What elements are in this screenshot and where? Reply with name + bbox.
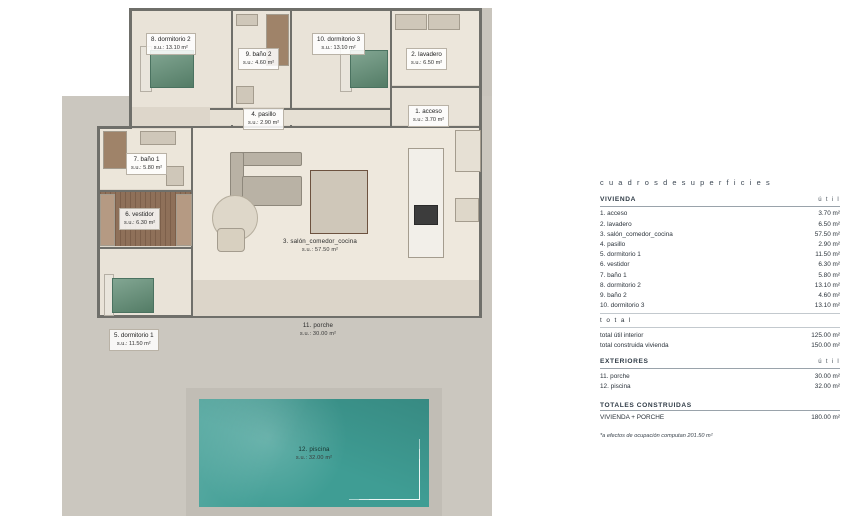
label-area: s.u.: 6.30 m² — [124, 220, 156, 226]
bath2-wc — [236, 86, 254, 104]
surfaces-table-panel — [600, 178, 840, 439]
spacer — [600, 350, 840, 358]
row-label: 8. dormitorio 2 — [600, 281, 641, 289]
section-header-exteriores — [600, 358, 840, 367]
divider — [600, 327, 840, 328]
laundry-machine — [428, 14, 460, 30]
label-area: s.u.: 32.00 m² — [295, 455, 333, 461]
label-num: 7. — [133, 156, 139, 163]
label-name: pasillo — [258, 111, 276, 118]
table-row — [600, 340, 840, 350]
row-label: 5. dormitorio 1 — [600, 251, 641, 259]
row-label: 3. salón_comedor_cocina — [600, 230, 673, 238]
row-value: 125.00 m² — [811, 331, 840, 339]
label-area: s.u.: 3.70 m² — [413, 117, 445, 123]
row-label: 4. pasillo — [600, 240, 626, 248]
label-pasillo — [243, 108, 284, 130]
row-label: VIVIENDA + PORCHE — [600, 413, 665, 421]
row-value: 6.50 m² — [818, 220, 840, 228]
bed-dormitorio3 — [350, 50, 388, 88]
pool-step-line — [369, 459, 420, 500]
section-header-vivienda — [600, 196, 840, 205]
label-area: s.u.: 6.50 m² — [411, 60, 443, 66]
kitchen-island — [408, 148, 444, 258]
label-area: s.u.: 13.10 m² — [153, 45, 188, 51]
label-num: 2. — [411, 51, 417, 58]
row-value: 13.10 m² — [814, 281, 840, 289]
table-row — [600, 250, 840, 260]
table-row — [600, 239, 840, 249]
row-value: 180.00 m² — [811, 413, 840, 421]
footnote: *a efectos de ocupación computan 201.50 m² — [600, 432, 713, 439]
divider — [600, 313, 840, 314]
row-label: 2. lavadero — [600, 220, 632, 228]
laundry-machine — [395, 14, 427, 30]
divider — [600, 206, 840, 207]
row-value: 57.50 m² — [814, 230, 840, 238]
label-name: porche — [313, 322, 334, 329]
label-dormitorio3 — [312, 33, 365, 55]
section-title: EXTERIORES — [600, 358, 649, 366]
label-bano2 — [238, 48, 279, 70]
label-dormitorio1 — [109, 329, 159, 351]
section-title: VIVIENDA — [600, 196, 636, 203]
label-name: piscina — [309, 446, 330, 453]
section-unit: ú t i l — [818, 359, 840, 366]
label-name: baño 1 — [140, 156, 160, 163]
label-lavadero — [406, 48, 447, 70]
label-salon — [260, 238, 380, 254]
bed-dormitorio2 — [150, 50, 194, 88]
label-num: 9. — [245, 51, 251, 58]
label-name: baño 2 — [252, 51, 272, 58]
wardrobe-vestidor-right — [176, 194, 192, 246]
row-value: 32.00 m² — [814, 383, 840, 390]
label-name: dormitorio 2 — [157, 36, 191, 43]
label-num: 5. — [114, 332, 120, 339]
bath1-sink — [140, 131, 176, 145]
label-area: s.u.: 13.10 m² — [321, 45, 356, 51]
table-row — [600, 260, 840, 270]
label-bano1 — [126, 153, 167, 175]
label-name: dormitorio 1 — [120, 332, 154, 339]
section-unit: ú t i l — [818, 197, 840, 203]
label-area: s.u.: 2.90 m² — [248, 120, 280, 126]
table-row — [600, 290, 840, 300]
label-area: s.u.: 4.60 m² — [243, 60, 275, 66]
label-name: dormitorio 3 — [327, 36, 361, 43]
wardrobe-vestidor-left — [100, 194, 115, 246]
label-num: 6. — [125, 211, 131, 218]
divider — [600, 368, 840, 369]
cooktop-icon — [414, 205, 438, 225]
label-area: s.u.: 11.50 m² — [116, 341, 151, 347]
row-label: t o t a l — [600, 316, 632, 324]
table-row — [600, 371, 840, 381]
panel-title: c u a d r o s d e s u p e r f i c i e s — [600, 178, 772, 187]
label-area: s.u.: 30.00 m² — [299, 331, 337, 337]
label-piscina — [264, 446, 364, 462]
row-value: 30.00 m² — [814, 372, 840, 380]
row-label: 12. piscina — [600, 383, 631, 390]
table-row — [600, 412, 840, 422]
table-row — [600, 229, 840, 239]
row-label: 1. acceso — [600, 210, 628, 218]
kitchen-cabinet — [455, 130, 481, 172]
bath1-wc — [166, 166, 184, 186]
row-value: 150.00 m² — [811, 341, 840, 349]
row-label: 10. dormitorio 3 — [600, 302, 645, 310]
row-value: 6.30 m² — [818, 261, 840, 269]
label-num: 3. — [283, 238, 289, 245]
bath1-shower — [103, 131, 127, 169]
table-row-total-label — [600, 315, 840, 325]
row-value: 5.80 m² — [818, 271, 840, 279]
bath2-sink — [236, 14, 258, 26]
label-name: salón_comedor_cocina — [290, 238, 357, 245]
label-porche — [268, 322, 368, 338]
table-row — [600, 209, 840, 219]
label-num: 12. — [298, 446, 308, 453]
divider — [600, 410, 840, 411]
row-label: total útil interior — [600, 331, 644, 339]
row-value: 2.90 m² — [818, 240, 840, 248]
table-row — [600, 280, 840, 290]
bed-dormitorio1 — [112, 278, 154, 313]
label-name: lavadero — [418, 51, 442, 58]
row-value: 3.70 m² — [818, 210, 840, 218]
dining-table — [310, 170, 368, 234]
row-label: 9. baño 2 — [600, 291, 627, 299]
fridge — [455, 198, 479, 222]
table-row — [600, 300, 840, 310]
table-row — [600, 270, 840, 280]
armchair — [217, 228, 245, 252]
label-num: 11. — [302, 322, 312, 329]
section-header-totales: TOTALES CONSTRUIDAS — [600, 401, 692, 409]
label-num: 1. — [415, 108, 421, 115]
label-vestidor — [119, 208, 160, 230]
label-num: 4. — [251, 111, 257, 118]
label-dormitorio2 — [146, 33, 196, 55]
label-area: s.u.: 5.80 m² — [131, 165, 163, 171]
row-label: 6. vestidor — [600, 261, 630, 269]
table-row — [600, 219, 840, 229]
label-name: acceso — [422, 108, 442, 115]
label-acceso — [408, 105, 449, 127]
row-label: total construida vivienda — [600, 341, 669, 349]
room-porche-floor — [193, 280, 479, 316]
row-value: 11.50 m² — [815, 251, 840, 259]
row-label: 11. porche — [600, 372, 630, 380]
row-value: 4.60 m² — [818, 291, 840, 299]
table-row — [600, 381, 840, 391]
label-area: s.u.: 57.50 m² — [301, 247, 339, 253]
table-row — [600, 330, 840, 340]
row-label: 7. baño 1 — [600, 271, 627, 279]
row-value: 13.10 m² — [814, 302, 840, 310]
label-name: vestidor — [132, 211, 154, 218]
label-num: 10. — [317, 36, 326, 43]
label-num: 8. — [151, 36, 157, 43]
room-pasillo-floor — [210, 110, 390, 125]
